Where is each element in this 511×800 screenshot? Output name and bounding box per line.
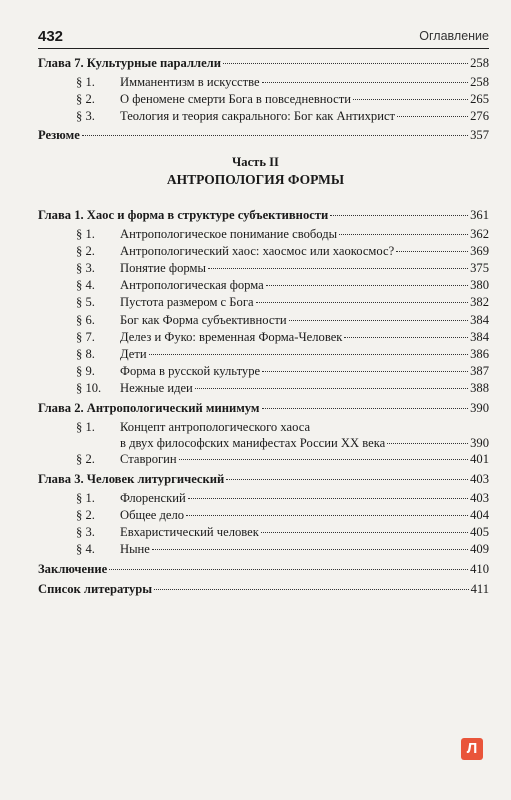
page-ref: 361: [470, 208, 489, 222]
dot-leader: [330, 215, 468, 216]
page-ref: 369: [470, 244, 489, 258]
section-title: Ныне: [120, 542, 150, 556]
dot-leader: [256, 302, 469, 303]
section-number: § 3.: [76, 525, 95, 539]
section-title: Ставрогин: [120, 452, 177, 466]
page-ref: 265: [470, 92, 489, 106]
section-title: Делез и Фуко: временная Форма-Человек: [120, 330, 343, 344]
section-title: Концепт антропологического хаоса: [120, 420, 311, 434]
dot-leader: [262, 408, 469, 409]
section-number: § 1.: [76, 491, 95, 505]
section-number: § 2.: [76, 92, 95, 106]
toc-section-entry: [72, 330, 489, 345]
toc-section-entry: [72, 452, 489, 467]
toc-section-entry: [72, 227, 489, 242]
page-ref: 410: [470, 562, 489, 576]
page-ref: 384: [470, 330, 489, 344]
dot-leader: [262, 371, 468, 372]
page-ref: 382: [470, 295, 489, 309]
chapter-title: Глава 3. Человек литургический: [38, 472, 225, 486]
page-ref: 276: [470, 109, 489, 123]
toc-section-entry: [72, 75, 489, 90]
dot-leader: [208, 268, 468, 269]
toc-section-entry: [72, 313, 489, 328]
toc-chapter-entry: [38, 56, 489, 71]
toc-section-entry: [72, 525, 489, 540]
dot-leader: [154, 589, 468, 590]
section-title: Имманентизм в искусстве: [120, 75, 260, 89]
toc-chapter-entry: [38, 582, 489, 597]
page-ref: 411: [470, 582, 489, 596]
toc-chapter-entry: [38, 472, 489, 487]
section-number: § 2.: [76, 508, 95, 522]
toc-section-entry: [72, 364, 489, 379]
dot-leader: [344, 337, 468, 338]
section-title: Антропологический хаос: хаосмос или хаокосмос?: [120, 244, 395, 258]
dot-leader: [396, 251, 468, 252]
toc-section-entry: [72, 420, 489, 435]
page-ref: 403: [470, 472, 489, 486]
section-title: Дети: [120, 347, 147, 361]
toc-chapter-entry: [38, 562, 489, 577]
dot-leader: [149, 354, 469, 355]
dot-leader: [261, 532, 468, 533]
section-title: Пустота размером с Бога: [120, 295, 254, 309]
section-number: § 1.: [76, 227, 95, 241]
dot-leader: [152, 549, 468, 550]
part-number: Часть II: [232, 155, 279, 169]
dot-leader: [109, 569, 468, 570]
toc-section-entry: [72, 261, 489, 276]
section-number: § 4.: [76, 542, 95, 556]
toc-chapter-entry: [38, 208, 489, 223]
section-title: Общее дело: [120, 508, 185, 522]
toc-section-entry: [72, 542, 489, 557]
section-number: § 10.: [76, 381, 102, 395]
chapter-title: Глава 1. Хаос и форма в структуре субъективности: [38, 208, 329, 222]
page-ref: 401: [470, 452, 489, 466]
page-ref: 258: [470, 56, 489, 70]
running-title: Оглавление: [419, 29, 489, 43]
section-number: § 7.: [76, 330, 95, 344]
toc-section-entry: [72, 109, 489, 124]
section-number: § 5.: [76, 295, 95, 309]
toc-section-entry: [72, 92, 489, 107]
section-number: § 3.: [76, 109, 95, 123]
chapter-title: Глава 2. Антропологический минимум: [38, 401, 260, 415]
page-ref: 362: [470, 227, 489, 241]
chapter-title: Список литературы: [38, 582, 153, 596]
page-ref: 403: [470, 491, 489, 505]
toc-section-entry: [72, 347, 489, 362]
dot-leader: [353, 99, 468, 100]
page-ref: 380: [470, 278, 489, 292]
toc-section-entry: [72, 295, 489, 310]
page-ref: 390: [470, 401, 489, 415]
dot-leader: [266, 285, 468, 286]
dot-leader: [195, 388, 468, 389]
toc-section-entry: [72, 244, 489, 259]
page-ref: 388: [470, 381, 489, 395]
section-title: Понятие формы: [120, 261, 206, 275]
dot-leader: [82, 135, 468, 136]
section-title-line2: в двух философских манифестах России XX века: [120, 436, 386, 450]
publisher-logo-icon: Л: [461, 738, 483, 760]
dot-leader: [387, 443, 468, 444]
dot-leader: [397, 116, 468, 117]
toc-chapter-entry: [38, 401, 489, 416]
dot-leader: [223, 63, 468, 64]
section-title: О феномене смерти Бога в повседневности: [120, 92, 351, 106]
part-title: АНТРОПОЛОГИЯ ФОРМЫ: [166, 172, 345, 187]
dot-leader: [339, 234, 468, 235]
page-ref: 258: [470, 75, 489, 89]
page-ref: 387: [470, 364, 489, 378]
section-title: Нежные идеи: [120, 381, 193, 395]
section-number: § 1.: [76, 420, 95, 434]
toc-section-continuation: [120, 436, 489, 451]
dot-leader: [179, 459, 468, 460]
page-ref: 405: [470, 525, 489, 539]
section-number: § 4.: [76, 278, 95, 292]
section-number: § 9.: [76, 364, 95, 378]
toc-section-entry: [72, 508, 489, 523]
section-number: § 1.: [76, 75, 95, 89]
section-title: Антропологическое понимание свободы: [120, 227, 338, 241]
chapter-title: Резюме: [38, 128, 80, 142]
toc-chapter-entry: [38, 128, 489, 143]
section-title: Бог как Форма субъективности: [120, 313, 287, 327]
dot-leader: [188, 498, 468, 499]
chapter-title: Заключение: [38, 562, 108, 576]
dot-leader: [262, 82, 469, 83]
page-number: 432: [38, 28, 64, 45]
section-number: § 6.: [76, 313, 95, 327]
dot-leader: [186, 515, 468, 516]
section-title: Антропологическая форма: [120, 278, 264, 292]
section-title: Форма в русской культуре: [120, 364, 261, 378]
section-title: Теология и теория сакрального: Бог как Антихрист: [120, 109, 396, 123]
section-number: § 2.: [76, 244, 95, 258]
section-number: § 3.: [76, 261, 95, 275]
section-title: Флоренский: [120, 491, 186, 505]
page-ref: 404: [470, 508, 489, 522]
page-ref: 375: [470, 261, 489, 275]
page-ref: 390: [470, 436, 489, 450]
page-ref: 357: [470, 128, 489, 142]
toc-section-entry: [72, 278, 489, 293]
section-title: Евхаристический человек: [120, 525, 259, 539]
toc-section-entry: [72, 491, 489, 506]
dot-leader: [226, 479, 468, 480]
page-ref: 386: [470, 347, 489, 361]
dot-leader: [289, 320, 468, 321]
page-ref: 384: [470, 313, 489, 327]
section-number: § 8.: [76, 347, 95, 361]
chapter-title: Глава 7. Культурные параллели: [38, 56, 221, 70]
toc-section-entry: [72, 381, 489, 396]
section-number: § 2.: [76, 452, 95, 466]
page-ref: 409: [470, 542, 489, 556]
